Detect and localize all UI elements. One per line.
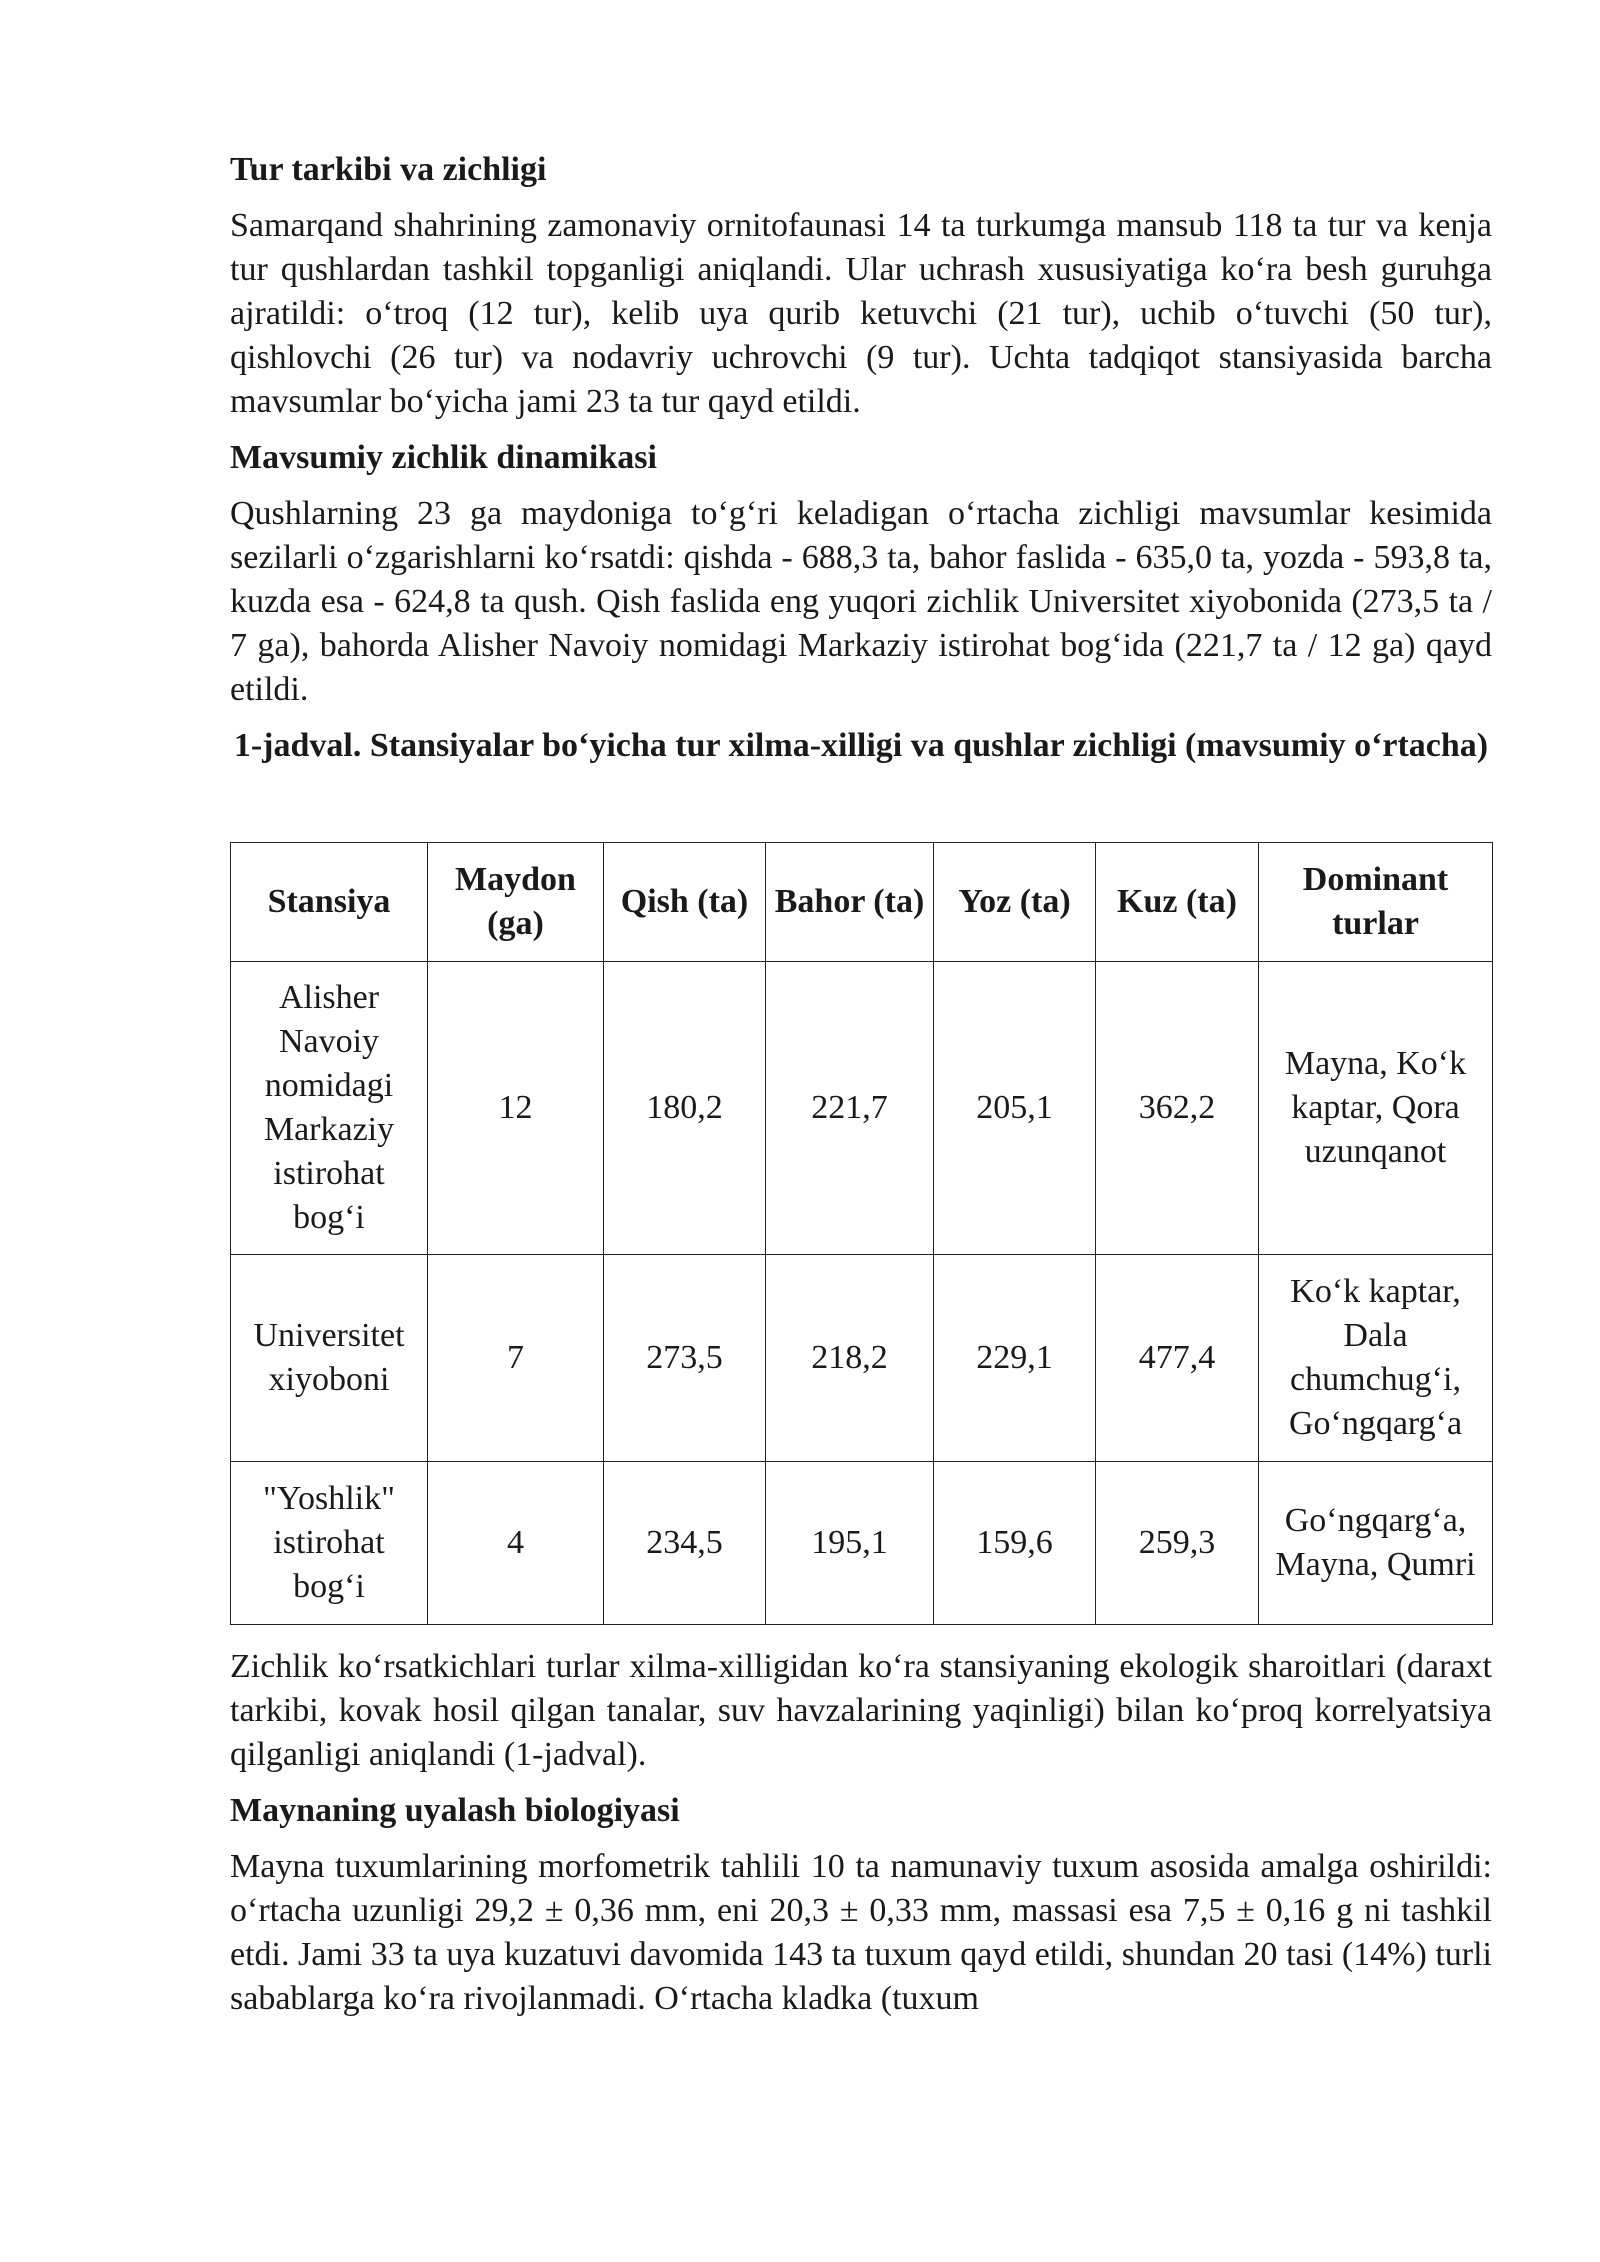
cell-dominant: Mayna, Koʻk kaptar, Qora uzunqanot: [1259, 962, 1493, 1255]
cell-summer: 205,1: [934, 962, 1096, 1255]
table-row: [231, 1255, 1493, 1462]
table-row: [231, 1462, 1493, 1625]
cell-winter: 180,2: [604, 962, 766, 1255]
paragraph-species: Samarqand shahrining zamonaviy ornitofaunasi 14 ta turkumga mansub 118 ta tur va kenja tur qushlardan tashkil topganligi aniqlandi. Ular uchrash xususiyatiga koʻra besh guruhga ajratildi: oʻtroq (12 tur), kelib uya qurib ketuvchi (21 tur), uchib oʻtuvchi (50 tur), qishlovchi (26 tur) va nodavriy uchrovchi (9 tur). Uchta tadqiqot stansiyasida barcha mavsumlar boʻyicha jami 23 ta tur qayd etildi.: [230, 207, 1492, 420]
cell-summer: 229,1: [934, 1255, 1096, 1462]
cell-area: 4: [428, 1462, 604, 1625]
header-autumn: Kuz (ta): [1096, 843, 1259, 962]
paragraph-seasonal: Qushlarning 23 ga maydoniga toʻgʻri keladigan oʻrtacha zichligi mavsumlar kesimida sezilarli oʻzgarishlarni koʻrsatdi: qishda - 688,3 ta, bahor faslida - 635,0 ta, yozda - 593,8 ta, kuzda esa - 624,8 ta qush. Qish faslida eng yuqori zichlik Universitet xiyobonida (273,5 ta / 7 ga), bahorda Alisher Navoiy nomidagi Markaziy istirohat bogʻida (221,7 ta / 12 ga) qayd etildi.: [230, 495, 1492, 708]
cell-autumn: 477,4: [1096, 1255, 1259, 1462]
cell-winter: 273,5: [604, 1255, 766, 1462]
cell-area: 7: [428, 1255, 604, 1462]
cell-spring: 221,7: [766, 962, 934, 1255]
section-heading-seasonal: Mavsumiy zichlik dinamikasi: [230, 439, 657, 476]
section-heading-nesting: Maynaning uyalash biologiyasi: [230, 1792, 680, 1829]
header-summer: Yoz (ta): [934, 843, 1096, 962]
cell-station: Universitet xiyoboni: [231, 1255, 428, 1462]
paragraph-after-table: Zichlik koʻrsatkichlari turlar xilma-xilligidan koʻra stansiyaning ekologik sharoitlari (daraxt tarkibi, kovak hosil qilgan tanalar, suv havzalarining yaqinligi) bilan koʻproq korrelyatsiya qilganligi aniqlandi (1-jadval).: [230, 1648, 1492, 1773]
header-winter: Qish (ta): [604, 843, 766, 962]
cell-station: "Yoshlik" istirohat bogʻi: [231, 1462, 428, 1625]
header-area: Maydon (ga): [428, 843, 604, 962]
table-row: [231, 962, 1493, 1255]
table-caption: 1-jadval. Stansiyalar boʻyicha tur xilma-xilligi va qushlar zichligi (mavsumiy oʻrtacha): [233, 727, 1489, 764]
stations-table: [230, 842, 1493, 1625]
table-header-row: [231, 843, 1493, 962]
section-heading-species: Tur tarkibi va zichligi: [230, 151, 547, 188]
cell-station: Alisher Navoiy nomidagi Markaziy istirohat bogʻi: [231, 962, 428, 1255]
cell-spring: 218,2: [766, 1255, 934, 1462]
cell-summer: 159,6: [934, 1462, 1096, 1625]
paragraph-nesting: Mayna tuxumlarining morfometrik tahlili 10 ta namunaviy tuxum asosida amalga oshirildi: oʻrtacha uzunligi 29,2 ± 0,36 mm, eni 20,3 ± 0,33 mm, massasi esa 7,5 ± 0,16 g ni tashkil etdi. Jami 33 ta uya kuzatuvi davomida 143 ta tuxum qayd etildi, shundan 20 tasi (14%) turli sabablarga koʻra rivojlanmadi. Oʻrtacha kladka (tuxum: [230, 1848, 1492, 2017]
cell-autumn: 259,3: [1096, 1462, 1259, 1625]
cell-area: 12: [428, 962, 604, 1255]
document-body: [230, 148, 1492, 2033]
cell-winter: 234,5: [604, 1462, 766, 1625]
cell-spring: 195,1: [766, 1462, 934, 1625]
cell-dominant: Goʻngqargʻa, Mayna, Qumri: [1259, 1462, 1493, 1625]
cell-dominant: Koʻk kaptar, Dala chumchugʻi, Goʻngqargʻa: [1259, 1255, 1493, 1462]
header-dominant: Dominant turlar: [1259, 843, 1493, 962]
cell-autumn: 362,2: [1096, 962, 1259, 1255]
header-spring: Bahor (ta): [766, 843, 934, 962]
header-station: Stansiya: [231, 843, 428, 962]
